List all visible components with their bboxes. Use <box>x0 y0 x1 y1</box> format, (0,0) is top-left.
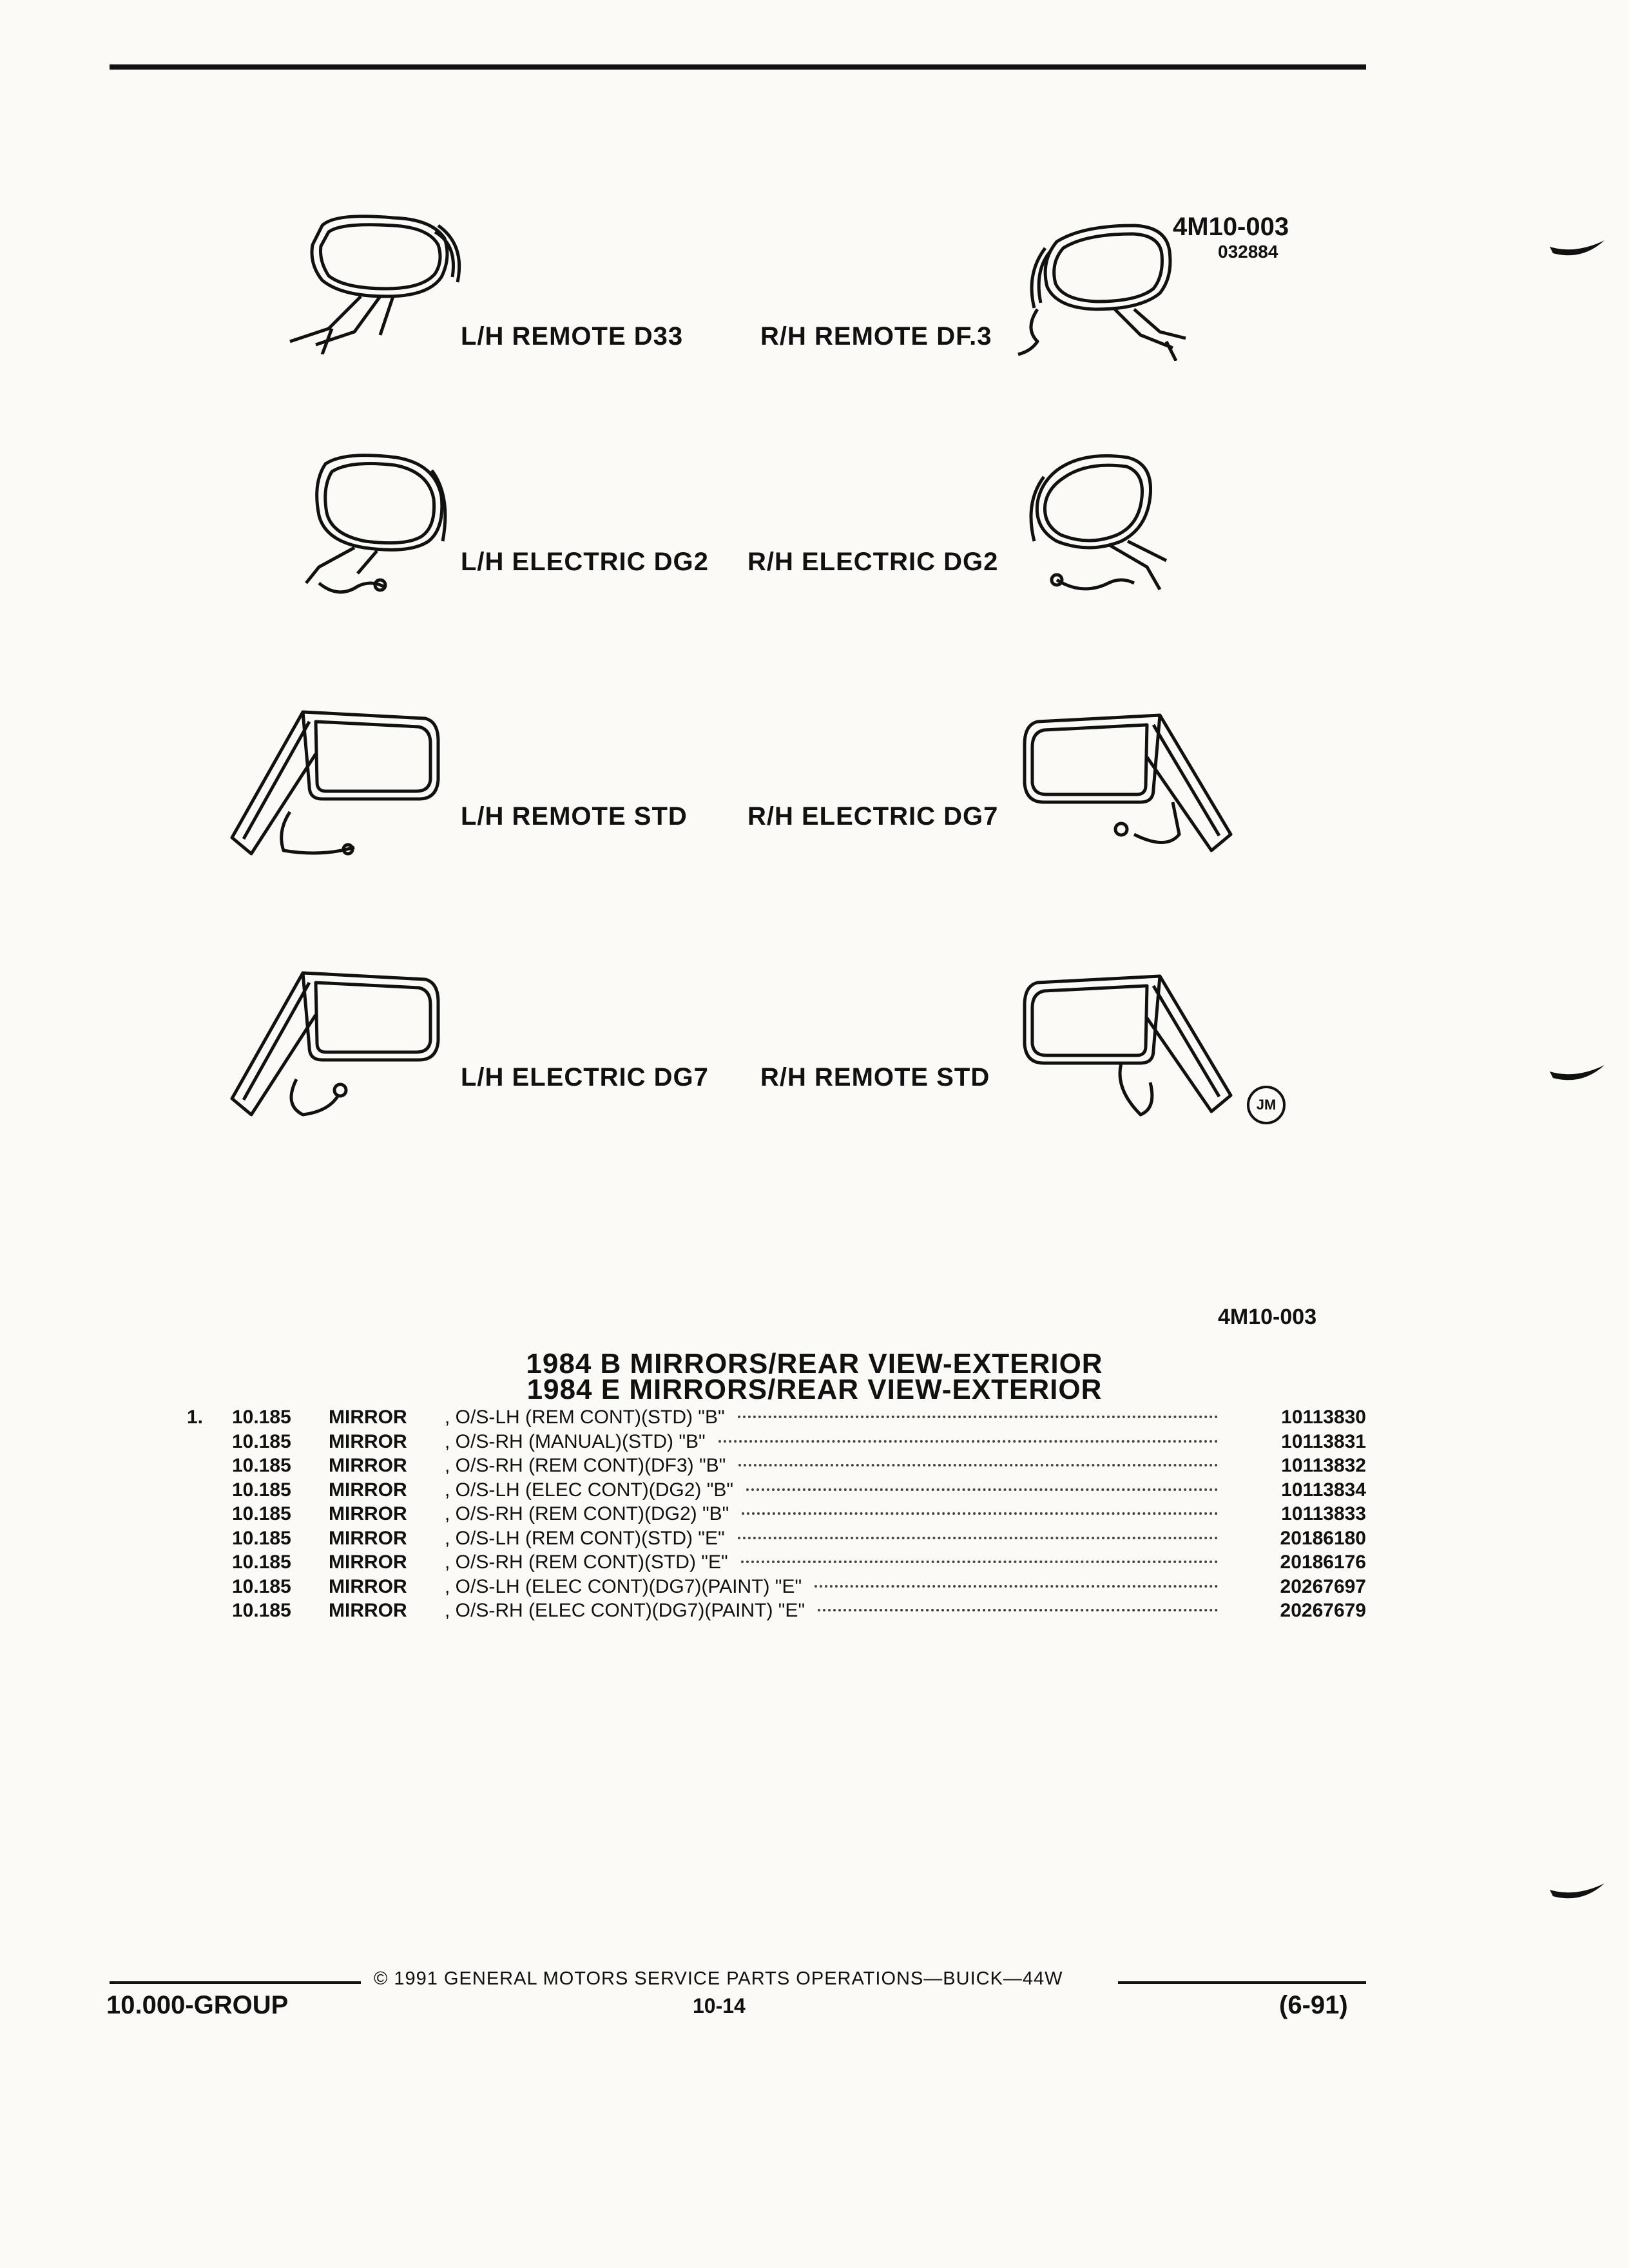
row-part-name: MIRROR <box>329 1575 407 1597</box>
label-lh-remote-std: L/H REMOTE STD <box>461 802 688 831</box>
row-group-code: 10.185 <box>232 1503 291 1524</box>
row-part-name: MIRROR <box>329 1455 407 1476</box>
figure-code: 4M10-003 <box>1173 213 1289 241</box>
table-row <box>187 1528 1366 1551</box>
table-row <box>187 1552 1366 1575</box>
table-row <box>187 1503 1366 1526</box>
row-dot-leader <box>738 1461 1218 1466</box>
section-ref-code: 4M10-003 <box>1218 1305 1317 1329</box>
mirror-rh-remote-df3-illustration <box>1012 213 1205 361</box>
row-group-code: 10.185 <box>232 1527 291 1549</box>
binder-mark-top <box>1550 235 1608 264</box>
footer-rule-left <box>110 1981 361 1984</box>
figure-date-code: 032884 <box>1218 242 1278 262</box>
row-dot-leader <box>738 1413 1218 1418</box>
row-dot-leader <box>818 1606 1218 1611</box>
label-lh-remote-d33: L/H REMOTE D33 <box>461 322 684 351</box>
footer-page-number: 10-14 <box>693 1994 746 2017</box>
row-dot-leader <box>718 1437 1218 1443</box>
row-dot-leader <box>746 1486 1218 1491</box>
mirror-lh-remote-d33-illustration <box>284 206 464 354</box>
artist-mark-badge <box>1247 1086 1286 1124</box>
table-row <box>187 1455 1366 1478</box>
footer-group: 10.000-GROUP <box>106 1991 289 2019</box>
label-rh-electric-dg2: R/H ELECTRIC DG2 <box>747 548 999 576</box>
row-part-description: , O/S-RH (ELEC CONT)(DG7)(PAINT) "E" <box>445 1600 805 1621</box>
row-group-code: 10.185 <box>232 1552 291 1573</box>
row-part-name: MIRROR <box>329 1407 407 1428</box>
mirror-lh-remote-std-illustration <box>226 702 445 863</box>
row-group-code: 10.185 <box>232 1600 291 1621</box>
row-part-description: , O/S-RH (REM CONT)(STD) "E" <box>445 1552 728 1573</box>
row-group-code: 10.185 <box>232 1455 291 1476</box>
row-part-description: , O/S-RH (REM CONT)(DG2) "B" <box>445 1503 729 1524</box>
table-row <box>187 1600 1366 1623</box>
label-lh-electric-dg7: L/H ELECTRIC DG7 <box>461 1063 709 1091</box>
row-part-name: MIRROR <box>329 1600 407 1621</box>
row-part-number: 20186180 <box>1280 1527 1366 1549</box>
row-part-number: 10113834 <box>1281 1479 1366 1501</box>
row-group-code: 10.185 <box>232 1407 291 1428</box>
row-part-name: MIRROR <box>329 1527 407 1549</box>
footer-revision: (6-91) <box>1279 1991 1348 2019</box>
row-part-name: MIRROR <box>329 1430 407 1452</box>
row-group-code: 10.185 <box>232 1479 291 1501</box>
row-part-name: MIRROR <box>329 1479 407 1501</box>
row-part-number: 20267679 <box>1280 1600 1366 1621</box>
row-part-description: , O/S-RH (REM CONT)(DF3) "B" <box>445 1455 726 1476</box>
table-row <box>187 1479 1366 1503</box>
label-rh-remote-df3: R/H REMOTE DF.3 <box>760 322 992 351</box>
footer-copyright: © 1991 GENERAL MOTORS SERVICE PARTS OPERATIONS—BUICK—44W <box>374 1968 1063 1989</box>
row-part-number: 10113833 <box>1281 1503 1366 1524</box>
label-rh-electric-dg7: R/H ELECTRIC DG7 <box>747 802 999 831</box>
section-title-b: 1984 B MIRRORS/REAR VIEW-EXTERIOR <box>526 1348 1103 1379</box>
table-row <box>187 1431 1366 1454</box>
mirror-rh-electric-dg7-illustration <box>1018 706 1237 860</box>
mirror-rh-remote-std-illustration <box>1018 966 1237 1121</box>
label-rh-remote-std: R/H REMOTE STD <box>760 1063 990 1091</box>
row-part-number: 10113831 <box>1281 1430 1366 1452</box>
row-item-number: 1. <box>187 1407 204 1428</box>
row-part-name: MIRROR <box>329 1503 407 1524</box>
binder-mark-middle <box>1550 1060 1608 1089</box>
row-part-description: , O/S-LH (REM CONT)(STD) "B" <box>445 1407 725 1428</box>
row-part-number: 20186176 <box>1280 1552 1366 1573</box>
row-part-description: , O/S-RH (MANUAL)(STD) "B" <box>445 1430 706 1452</box>
footer-rule-right <box>1118 1981 1366 1984</box>
row-group-code: 10.185 <box>232 1575 291 1597</box>
table-row <box>187 1576 1366 1599</box>
section-title-e: 1984 E MIRRORS/REAR VIEW-EXTERIOR <box>526 1374 1103 1405</box>
artist-mark-text: JM <box>1256 1097 1277 1113</box>
top-rule <box>110 64 1366 70</box>
row-part-name: MIRROR <box>329 1552 407 1573</box>
row-dot-leader <box>742 1510 1218 1515</box>
binder-mark-bottom <box>1550 1878 1608 1907</box>
row-dot-leader <box>815 1582 1218 1588</box>
row-part-number: 10113830 <box>1281 1407 1366 1428</box>
row-part-description: , O/S-LH (REM CONT)(STD) "E" <box>445 1527 725 1549</box>
mirror-lh-electric-dg7-illustration <box>226 963 445 1124</box>
row-part-number: 10113832 <box>1281 1455 1366 1476</box>
table-row <box>187 1407 1366 1430</box>
row-group-code: 10.185 <box>232 1430 291 1452</box>
label-lh-electric-dg2: L/H ELECTRIC DG2 <box>461 548 709 576</box>
mirror-lh-electric-dg2-illustration <box>293 445 448 599</box>
mirror-rh-electric-dg2-illustration <box>1018 438 1173 599</box>
row-dot-leader <box>741 1558 1218 1563</box>
row-dot-leader <box>738 1534 1218 1539</box>
row-part-description: , O/S-LH (ELEC CONT)(DG2) "B" <box>445 1479 734 1501</box>
row-part-description: , O/S-LH (ELEC CONT)(DG7)(PAINT) "E" <box>445 1575 802 1597</box>
row-part-number: 20267697 <box>1280 1575 1366 1597</box>
